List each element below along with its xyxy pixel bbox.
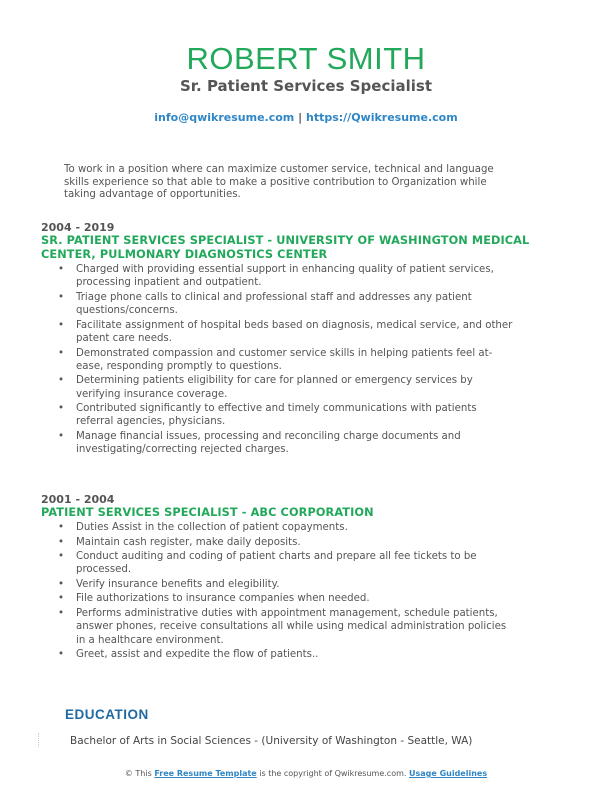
education-heading: EDUCATION [65,707,149,722]
list-item: • Demonstrated compassion and customer service skills in helping patients feel at-ease, responding promptly to questions. [41,347,516,374]
list-item: • Performs administrative duties with appointment management, schedule patients, answer phones, receive consultations all while using medical administration policies in a healthcare environment. [41,607,516,647]
job-bullets [41,263,541,456]
list-item: • Conduct auditing and coding of patient charts and prepare all fee tickets to be processed. [41,550,516,577]
job-title: Sr. Patient Services Specialist [179,77,432,95]
website-link[interactable]: https://Qwikresume.com [305,111,458,124]
job-bullets [41,521,541,661]
list-item: • Greet, assist and expedite the flow of patients.. [41,648,516,661]
list-item: • File authorizations to insurance companies when needed. [41,592,516,605]
footer-prefix: © This [124,769,152,778]
job-dates: 2001 - 2004 [41,493,115,506]
list-item: • Charged with providing essential support in enhancing quality of patient services, processing inpatient and outpatient. [41,263,516,290]
list-item: • Duties Assist in the collection of patient copayments. [41,521,516,534]
list-item: • Contributed significantly to effective and timely communications with patients referral agencies, physicians. [41,402,516,429]
list-item: • Facilitate assignment of hospital beds based on diagnosis, medical service, and other patent care needs. [41,319,516,346]
free-resume-template-link[interactable]: Free Resume Template [154,769,257,778]
candidate-name: ROBERT SMITH [186,41,426,76]
footer-middle: is the copyright of Qwikresume.com. [259,769,407,778]
list-item: • Determining patients eligibility for care for planned or emergency services by verifying insurance coverage. [41,374,516,401]
contact-line [0,111,612,125]
list-item: • Verify insurance benefits and elegibility. [41,578,516,591]
list-item: • Maintain cash register, make daily deposits. [41,536,516,549]
job-position: PATIENT SERVICES SPECIALIST - ABC CORPORATION [41,506,374,519]
summary-text: To work in a position where can maximize customer service, technical and language skills experience so that able to make a positive contribution to Organization while taking advantage of opportunities. [64,164,494,200]
list-item: • Triage phone calls to clinical and professional staff and addresses any patient questions/concerns. [41,291,516,318]
education-item: Bachelor of Arts in Social Sciences - (University of Washington - Seattle, WA) [70,735,473,747]
education-marker [38,733,42,747]
email-link[interactable]: info@qwikresume.com [154,111,295,124]
job-dates: 2004 - 2019 [41,221,115,234]
contact-separator: | [298,111,303,124]
footer [0,769,612,778]
list-item: • Manage financial issues, processing and reconciling charge documents and investigating/correcting rejected charges. [41,430,516,457]
job-entry-2 [41,493,541,661]
job-entry-1 [41,221,541,456]
usage-guidelines-link[interactable]: Usage Guidelines [408,769,488,778]
job-position: SR. PATIENT SERVICES SPECIALIST - UNIVERSITY OF WASHINGTON MEDICAL CENTER, PULMONARY DIAGNOSTICS CENTER [41,234,530,261]
